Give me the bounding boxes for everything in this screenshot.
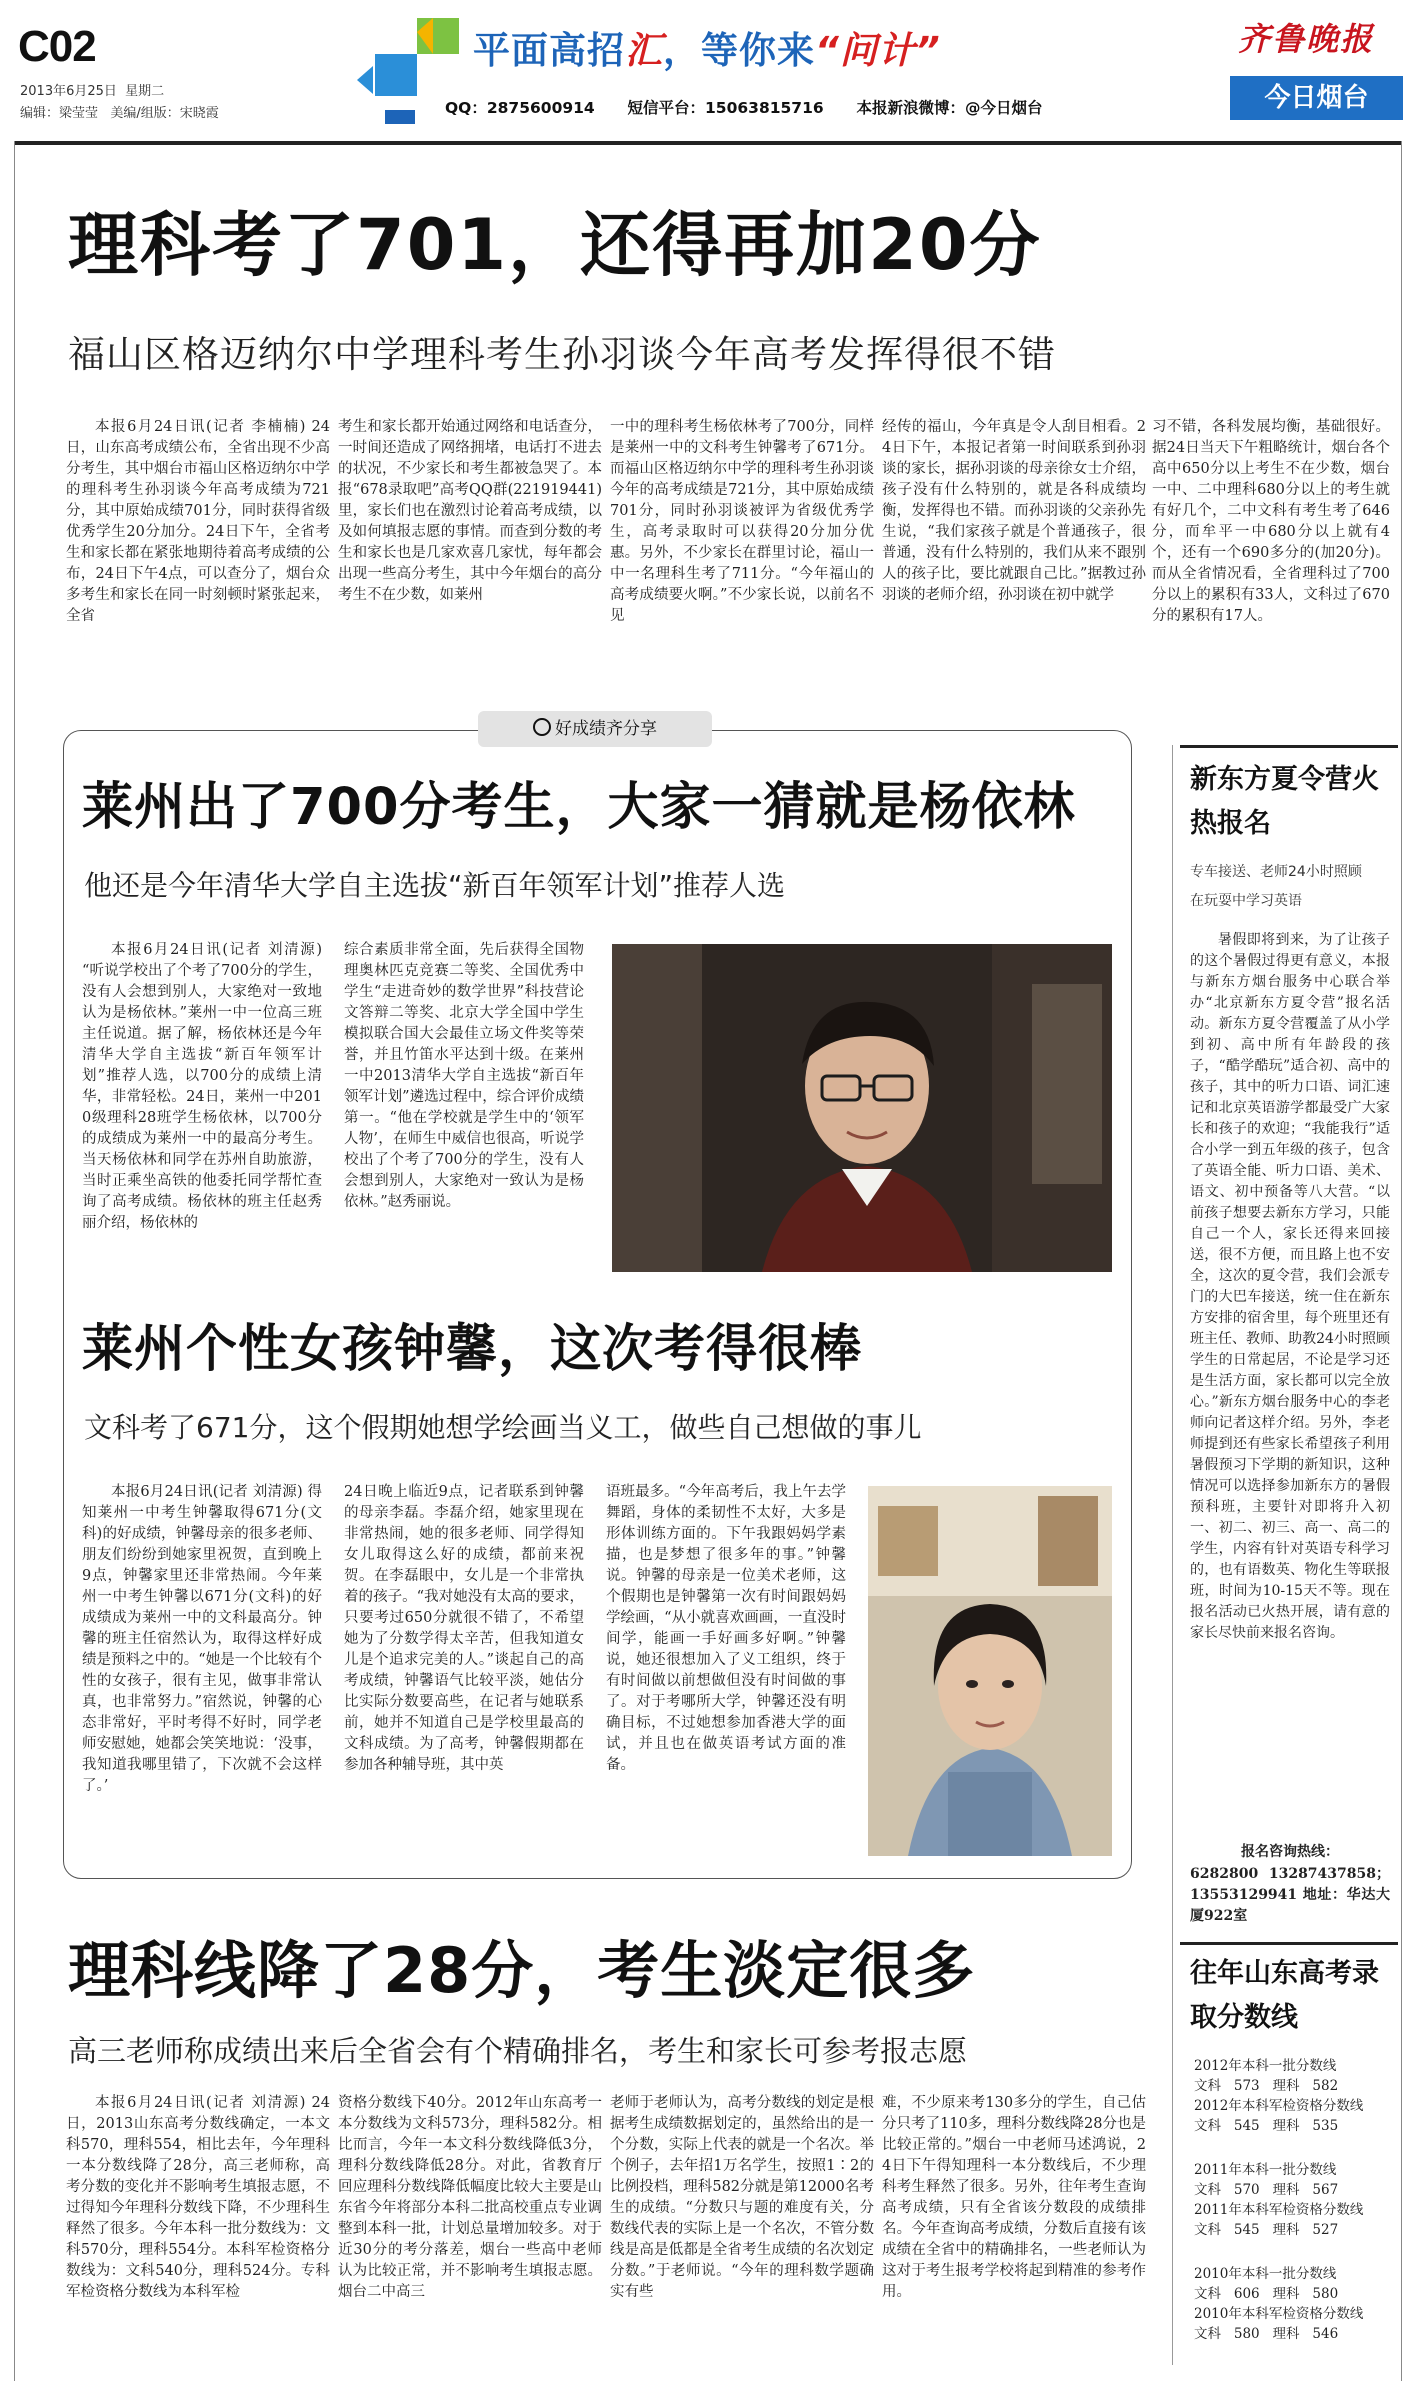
sidebar-divider: [1172, 745, 1173, 2365]
article4-col-1: 本报6月24日讯(记者 刘清源) 24日，2013山东高考分数线确定，一本文科570，理科554，相比去年，今年理科一本分数线降了28分，高三老师称，高考分数的变化并不影响考生填报志愿，不过得知今年理科分数线下降，不少理科生释然了很多。今年本科一批分数线为：文科570分，理科554分。本科军检资格分数线为：文科540分，理科524分。专科军检资格分数线为本科军检: [66, 2095, 330, 2300]
article3-col-3: 语班最多。“今年高考后，我上午去学舞蹈，身体的柔韧性不太好，大多是形体训练方面的。下午我跟妈妈学素描，也是梦想了很多年的事。”钟馨说。钟馨的母亲是一位美术老师，这个假期也是钟馨第一次有时间跟妈妈学绘画，“从小就喜欢画画，一直没时间学，能画一手好画多好啊。”钟馨说，她还很想加入了义工组织，终于有时间做以前想做但没有时间做的事了。对于考哪所大学，钟馨还没有明确目标，不过她想参加香港大学的面试，并且也在做英语考试方面的准备。: [606, 1484, 846, 1773]
student-photo-yang-yilin: [612, 944, 1112, 1272]
score-line: 文科 545 理科 527: [1194, 2222, 1339, 2238]
article3-col-1: 本报6月24日讯(记者 刘清源) 得知莱州一中考生钟馨取得671分(文科)的好成绩，钟馨母亲的很多老师、朋友们纷纷到她家里祝贺，直到晚上9点，钟馨家里还非常热闹。今年莱州一中考生钟馨以671分(文科)的好成绩成为莱州一中的文科最高分。钟馨的班主任宿然认为，取得这样好成绩是预料之中的。“她是一个比较有个性的女孩子，很有主见，做事非常认真，也非常努力。”宿然说，钟馨的心态非常好，平时考得不好时，同学老师安慰她，她都会笑笑地说：‘没事，我知道我哪里错了，下次就不会这样了。’: [82, 1484, 322, 1794]
student-photo-zhong-xin: [868, 1486, 1112, 1856]
article4-headline: 理科线降了28分，考生淡定很多: [68, 1934, 976, 2007]
sidebar-ad-body: 暑假即将到来，为了让孩子的这个暑假过得更有意义，本报与新东方烟台服务中心联合举办“北京新东方夏令营”报名活动。新东方夏令营覆盖了从小学到初、高中所有年龄段的孩子，“酷学酷玩”适合初、高中的孩子，其中的听力口语、词汇速记和北京英语游学都最受广大家长和孩子的欢迎；“我能我行”适合小学一到五年级的孩子，包含了英语全能、听力口语、美术、语文、初中预备等八大营。“以前孩子想要去新东方学习，只能自己一个人，家长还得来回接送，很不方便，而且路上也不安全，这次的夏令营，我们会派专门的大巴车接送，统一住在新东方安排的宿舍里，每个班里还有班主任、教师、助教24小时照顾学生的日常起居，不论是学习还是生活方面，家长都可以完全放心。”新东方烟台服务中心的李老师向记者这样介绍。另外，李老师提到还有些家长希望孩子利用暑假预习下学期的新知识，这种情况可以选择参加新东方的暑假预科班，主要针对即将升入初一、初二、初三、高一、高二的学生，内容有针对英语专科学习的，也有语数英、物化生等联报班，时间为10-15天不等。现在报名活动已火热开展，请有意的家长尽快前来报名咨询。: [1190, 932, 1390, 1641]
article1-col-5: 习不错，各科发展均衡，基础很好。据24日当天下午粗略统计，烟台各个高中650分以上考生不在少数，烟台一中、二中理科680分以上的考生就有好几个，二中文科有考生考了646分，而牟平一中680分以上就有4个，还有一个690多分的(加20分)。而从全省情况看，全省理科过了700分以上的累积有33人，文科过了670分的累积有17人。: [1152, 419, 1390, 624]
ad-sms: 短信平台：15063815716: [627, 99, 824, 117]
sidebar-ad-title: 新东方夏令营火热报名: [1190, 764, 1379, 839]
article4-col-3: 老师于老师认为，高考分数线的划定是根据考生成绩数据划定的，虽然给出的是一个分数，实际上代表的就是一个名次。举个例子，去年招1万名学生，按照1∶2的比例投档，理科582分就是第12000名考生的成绩。“分数只与题的难度有关，分数线代表的实际上是一个名次，不管分数线是高是低都是全省考生成绩的名次划定分数。”于老师说。“今年的理科数学题确实有些: [610, 2095, 874, 2300]
article1-col-1: 本报6月24日讯(记者 李楠楠) 24日，山东高考成绩公布，全省出现不少高分考生，其中烟台市福山区格迈纳尔中学的理科考生孙羽谈今年高考成绩为721分，其中原始成绩701分，同时获得省级优秀学生20分加分。24日下午，全省考生和家长都在紧张地期待着高考成绩的公布，24日下午4点，可以查分了，烟台众多考生和家长在同一时刻顿时紧张起来，全省: [66, 419, 330, 624]
score-line: 文科 573 理科 582: [1194, 2078, 1339, 2094]
score-group-2012: [1194, 2056, 1394, 2136]
score-line: 2011年本科一批分数线: [1194, 2162, 1337, 2178]
ad-slogan-part-c: ，等你来: [663, 29, 815, 72]
article2-col-2: 综合素质非常全面，先后获得全国物理奥林匹克竞赛二等奖、全国优秀中学生“走进奇妙的数学世界”科技营论文答辩二等奖、北京大学全国中学生模拟联合国大会最佳立场文件奖等荣誉，并且竹笛水平达到十级。在莱州一中2013清华大学自主选拔“新百年领军计划”遴选过程中，综合评价成绩第一。“他在学校就是学生中的‘领军人物’，在师生中威信也很高，听说学校出了个考了700分的学生，没有人会想到别人，大家绝对一致认为是杨依林。”赵秀丽说。: [344, 942, 584, 1210]
score-group-2011: [1194, 2160, 1394, 2240]
portrait-illustration: [612, 944, 1112, 1272]
masthead-rule: [14, 141, 1402, 145]
article1-col-3: 一中的理科考生杨依林考了700分，同样是莱州一中的文科考生钟馨考了671分。而福山区格迈纳尔中学的理科考生孙羽谈今年的高考成绩是721分，其中原始成绩701分，同时孙羽谈被评为省级优秀学生，高考录取时可以获得20分加分优惠。另外，不少家长在群里讨论，福山一中一名理科生考了711分。“今年福山的高考成绩要火啊。”不少家长说，以前名不见: [610, 419, 874, 624]
article1-col-4: 经传的福山，今年真是令人刮目相看。24日下午，本报记者第一时间联系到孙羽谈的家长，据孙羽谈的母亲徐女士介绍，孩子没有什么特别的，就是各科成绩均衡，发挥得也不错。而孙羽谈的父亲孙先生说，“我们家孩子就是个普通孩子，很普通，没有什么特别的，我们从来不跟别人的孩子比，要比就跟自己比。”据教过孙羽谈的老师介绍，孙羽谈在初中就学: [882, 419, 1146, 603]
page-code: C02: [18, 22, 96, 71]
ad-weibo: 本报新浪微博：@今日烟台: [856, 99, 1043, 117]
article4-col-4: 难，不少原来考130多分的学生，自己估分只考了110多，理科分数线降28分也是比较正常的。”烟台一中老师马述鸿说，24日下午得知理科一本分数线后，不少理科考生释然了很多。另外，往年考生查询高考成绩，只有全省该分数段的成绩排名。今年查询高考成绩，分数后直接有该成绩在全省中的精确排名，一些老师认为这对于考生报考学校将起到精准的参考作用。: [882, 2095, 1146, 2300]
issue-date: 2013年6月25日 星期二: [20, 84, 165, 99]
article4-col-2: 资格分数线下40分。2012年山东高考一本分数线为文科573分，理科582分。相比而言，今年一本文科分数线降低3分，理科分数线降低28分。对此，省教育厅回应理科分数线降低幅度比较大主要是山东省今年将部分本科二批高校重点专业调整到本科一批，计划总量增加较多。对于近30分的考分落差，烟台一些高中老师认为比较正常，并不影响考生填报志愿。烟台二中高三: [338, 2095, 602, 2300]
score-line: 文科 580 理科 546: [1194, 2326, 1339, 2342]
article1-subhead: 福山区格迈纳尔中学理科考生孙羽谈今年高考发挥得很不错: [68, 333, 1056, 376]
ad-slogan: [473, 20, 941, 74]
section-tag-label: 好成绩齐分享: [555, 719, 657, 739]
sidebar-ad-tagline-2: 在玩耍中学习英语: [1190, 893, 1302, 909]
sidebar-top-rule: [1180, 745, 1398, 748]
ad-slogan-part-b: 汇: [625, 29, 663, 72]
article2-subhead: 他还是今年清华大学自主选拔“新百年领军计划”推荐人选: [84, 869, 786, 902]
ad-contact-line: [445, 96, 1042, 118]
article1-col-2: 考生和家长都开始通过网络和电话查分，一时间还造成了网络拥堵，电话打不进去的状况，不少家长和考生都被急哭了。本报“678录取吧”高考QQ群(221919441)里，家长们也在激烈讨论着高考成绩，以及如何填报志愿的事情。而查到分数的考生和家长也是几家欢喜几家忧，每年都会出现一些高分考生，其中今年烟台的高分考生不在少数，如莱州: [338, 419, 602, 603]
page-left-border: [14, 141, 15, 2381]
score-line: 文科 606 理科 580: [1194, 2286, 1339, 2302]
section-badge: 今日烟台: [1230, 76, 1403, 120]
article3-headline: 莱州个性女孩钟馨，这次考得很棒: [82, 1320, 863, 1379]
score-line: 2011年本科军检资格分数线: [1194, 2202, 1364, 2218]
score-line: 文科 545 理科 535: [1194, 2118, 1339, 2134]
portrait-illustration: [868, 1486, 1112, 1856]
masthead: [0, 0, 1417, 125]
section-tag: [478, 711, 712, 747]
page-right-border: [1401, 141, 1402, 2381]
article4-subhead: 高三老师称成绩出来后全省会有个精确排名，考生和家长可参考报志愿: [68, 2034, 968, 2068]
ad-qq: QQ：2875600914: [445, 99, 595, 117]
article3-col-2: 24日晚上临近9点，记者联系到钟馨的母亲李磊。李磊介绍，她家里现在非常热闹，她的很多老师、同学得知女儿取得这么好的成绩，都前来祝贺。在李磊眼中，女儿是一个非常执着的孩子。“我对她没有太高的要求，只要考过650分就很不错了，不希望她为了分数学得太辛苦，但我知道女儿是个追求完美的人。”谈起自己的高考成绩，钟馨语气比较平淡，她估分比实际分数要高些，在记者与她联系前，她并不知道自己是学校里最高的文科成绩。为了高考，钟馨假期都在参加各种辅导班，其中英: [344, 1484, 584, 1773]
editor-credits: 编辑：梁莹莹 美编/组版：宋晓霞: [20, 106, 219, 121]
sidebar-ad-tagline-1: 专车接送、老师24小时照顾: [1190, 864, 1362, 880]
sidebar-ad-contact-title: 报名咨询热线：: [1241, 1844, 1339, 1860]
ad-slogan-part-d: “问计”: [815, 29, 941, 72]
score-line: 文科 570 理科 567: [1194, 2182, 1339, 2198]
sidebar-scores-title: 往年山东高考录取分数线: [1190, 1958, 1379, 2033]
sidebar-scores-rule: [1180, 1942, 1398, 1945]
sidebar-ad-contact: 6282800 13287437858；13553129941 地址：华达大厦922室: [1190, 1866, 1390, 1924]
article3-subhead: 文科考了671分，这个假期她想学绘画当义工，做些自己想做的事儿: [84, 1411, 922, 1444]
score-line: 2012年本科军检资格分数线: [1194, 2098, 1364, 2114]
smile-icon: [533, 718, 551, 736]
ad-slogan-part-a: 平面高招: [473, 29, 625, 72]
score-group-2010: [1194, 2264, 1394, 2344]
score-line: 2010年本科一批分数线: [1194, 2266, 1337, 2282]
article2-col-1: 本报6月24日讯(记者 刘清源) “听说学校出了个考了700分的学生，没有人会想到别人，大家绝对一致地认为是杨依林。”莱州一中一位高三班主任说道。据了解，杨依林还是今年清华大学自主选拔“新百年领军计划”推荐人选，以700分的成绩上清华，非常轻松。24日，莱州一中2010级理科28班学生杨依林，以700分的成绩成为莱州一中的最高分考生。当天杨依林和同学在苏州自助旅游，当时正乘坐高铁的他委托同学帮忙查询了高考成绩。杨依林的班主任赵秀丽介绍，杨依林的: [82, 942, 322, 1231]
ad-banner: [355, 14, 1075, 126]
article2-headline: 莱州出了700分考生，大家一猜就是杨依林: [82, 778, 1076, 837]
article1-headline: 理科考了701，还得再加20分: [68, 204, 1042, 286]
score-line: 2010年本科军检资格分数线: [1194, 2306, 1364, 2322]
score-line: 2012年本科一批分数线: [1194, 2058, 1337, 2074]
paper-name-logo: 齐鲁晚报: [1238, 20, 1375, 58]
